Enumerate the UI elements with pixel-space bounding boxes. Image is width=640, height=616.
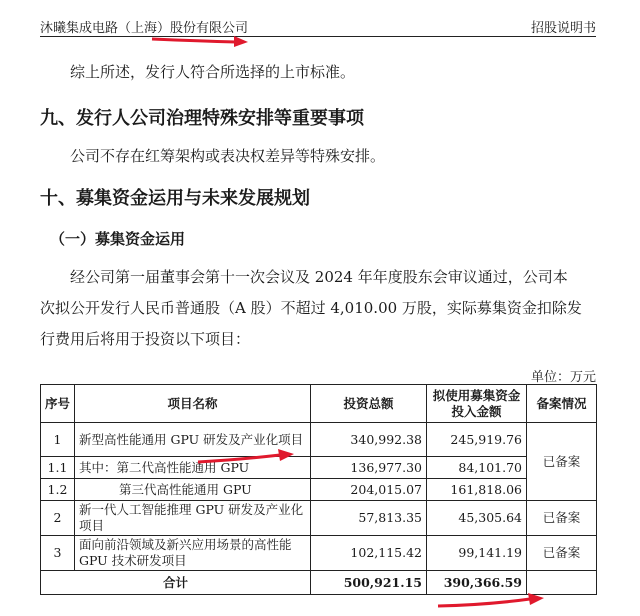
paragraph-line: 次拟公开发行人民币普通股（A 股）不超过 4,010.00 万股，实际募集资金扣除发 — [40, 299, 582, 317]
row-name: 新一代人工智能推理 GPU 研发及产业化项目 — [75, 501, 311, 536]
header-raised: 拟使用募集资金投入金额 — [427, 385, 527, 423]
row-no: 1.2 — [41, 479, 75, 501]
table-header-row — [41, 385, 597, 423]
page-header — [40, 14, 596, 37]
row-name: 第三代高性能通用 GPU — [75, 479, 311, 501]
row-name: 新型高性能通用 GPU 研发及产业化项目 — [75, 423, 311, 457]
annotation-arrow-icon — [196, 446, 296, 468]
row-total: 340,992.38 — [311, 423, 427, 457]
total-label: 合计 — [41, 571, 311, 595]
table-row — [41, 536, 597, 571]
row-total: 102,115.42 — [311, 536, 427, 571]
row-raised: 84,101.70 — [427, 457, 527, 479]
row-name: 面向前沿领域及新兴应用场景的高性能 GPU 技术研发项目 — [75, 536, 311, 571]
row-no: 2 — [41, 501, 75, 536]
row-filing: 已备案 — [527, 536, 597, 571]
projects-table — [40, 384, 597, 595]
company-name: 沐曦集成电路（上海）股份有限公司 — [40, 21, 249, 36]
row-raised: 245,919.76 — [427, 423, 527, 457]
annotation-arrow-icon — [150, 34, 250, 48]
paragraph-line: 行费用后将用于投资以下项目： — [40, 330, 251, 348]
row-no: 3 — [41, 536, 75, 571]
row-no: 1 — [41, 423, 75, 457]
table-row — [41, 457, 597, 479]
unit-label: 单位：万元 — [530, 370, 596, 385]
header-no: 序号 — [41, 385, 75, 423]
group1-filing: 已备案 — [527, 423, 597, 501]
header-filing: 备案情况 — [527, 385, 597, 423]
conclusion-paragraph: 综上所述，发行人符合所选择的上市标准。 — [70, 63, 356, 81]
row-no: 1.1 — [41, 457, 75, 479]
section9-paragraph: 公司不存在红筹架构或表决权差异等特殊安排。 — [70, 147, 386, 165]
total-row — [41, 571, 597, 595]
section10-title: 十、募集资金运用与未来发展规划 — [40, 188, 310, 209]
paragraph-line: 经公司第一届董事会第十一次会议及 2024 年年度股东会审议通过，公司本 — [70, 268, 568, 286]
section9-title: 九、发行人公司治理特殊安排等重要事项 — [40, 108, 364, 129]
header-total: 投资总额 — [311, 385, 427, 423]
row-raised: 45,305.64 — [427, 501, 527, 536]
total-raised: 390,366.59 — [427, 571, 527, 595]
annotation-arrow-icon — [436, 592, 546, 612]
row-filing: 已备案 — [527, 501, 597, 536]
table-row — [41, 501, 597, 536]
table-row — [41, 479, 597, 501]
row-raised: 99,141.19 — [427, 536, 527, 571]
total-investment: 500,921.15 — [311, 571, 427, 595]
document-type: 招股说明书 — [530, 21, 596, 36]
row-total: 204,015.07 — [311, 479, 427, 501]
row-total: 136,977.30 — [311, 457, 427, 479]
table-row — [41, 423, 597, 457]
subsection-title: （一）募集资金运用 — [50, 230, 186, 248]
header-name: 项目名称 — [75, 385, 311, 423]
row-name: 其中：第二代高性能通用 GPU — [75, 457, 311, 479]
total-filing — [527, 571, 597, 595]
row-raised: 161,818.06 — [427, 479, 527, 501]
row-total: 57,813.35 — [311, 501, 427, 536]
fundraising-paragraph — [40, 262, 600, 355]
